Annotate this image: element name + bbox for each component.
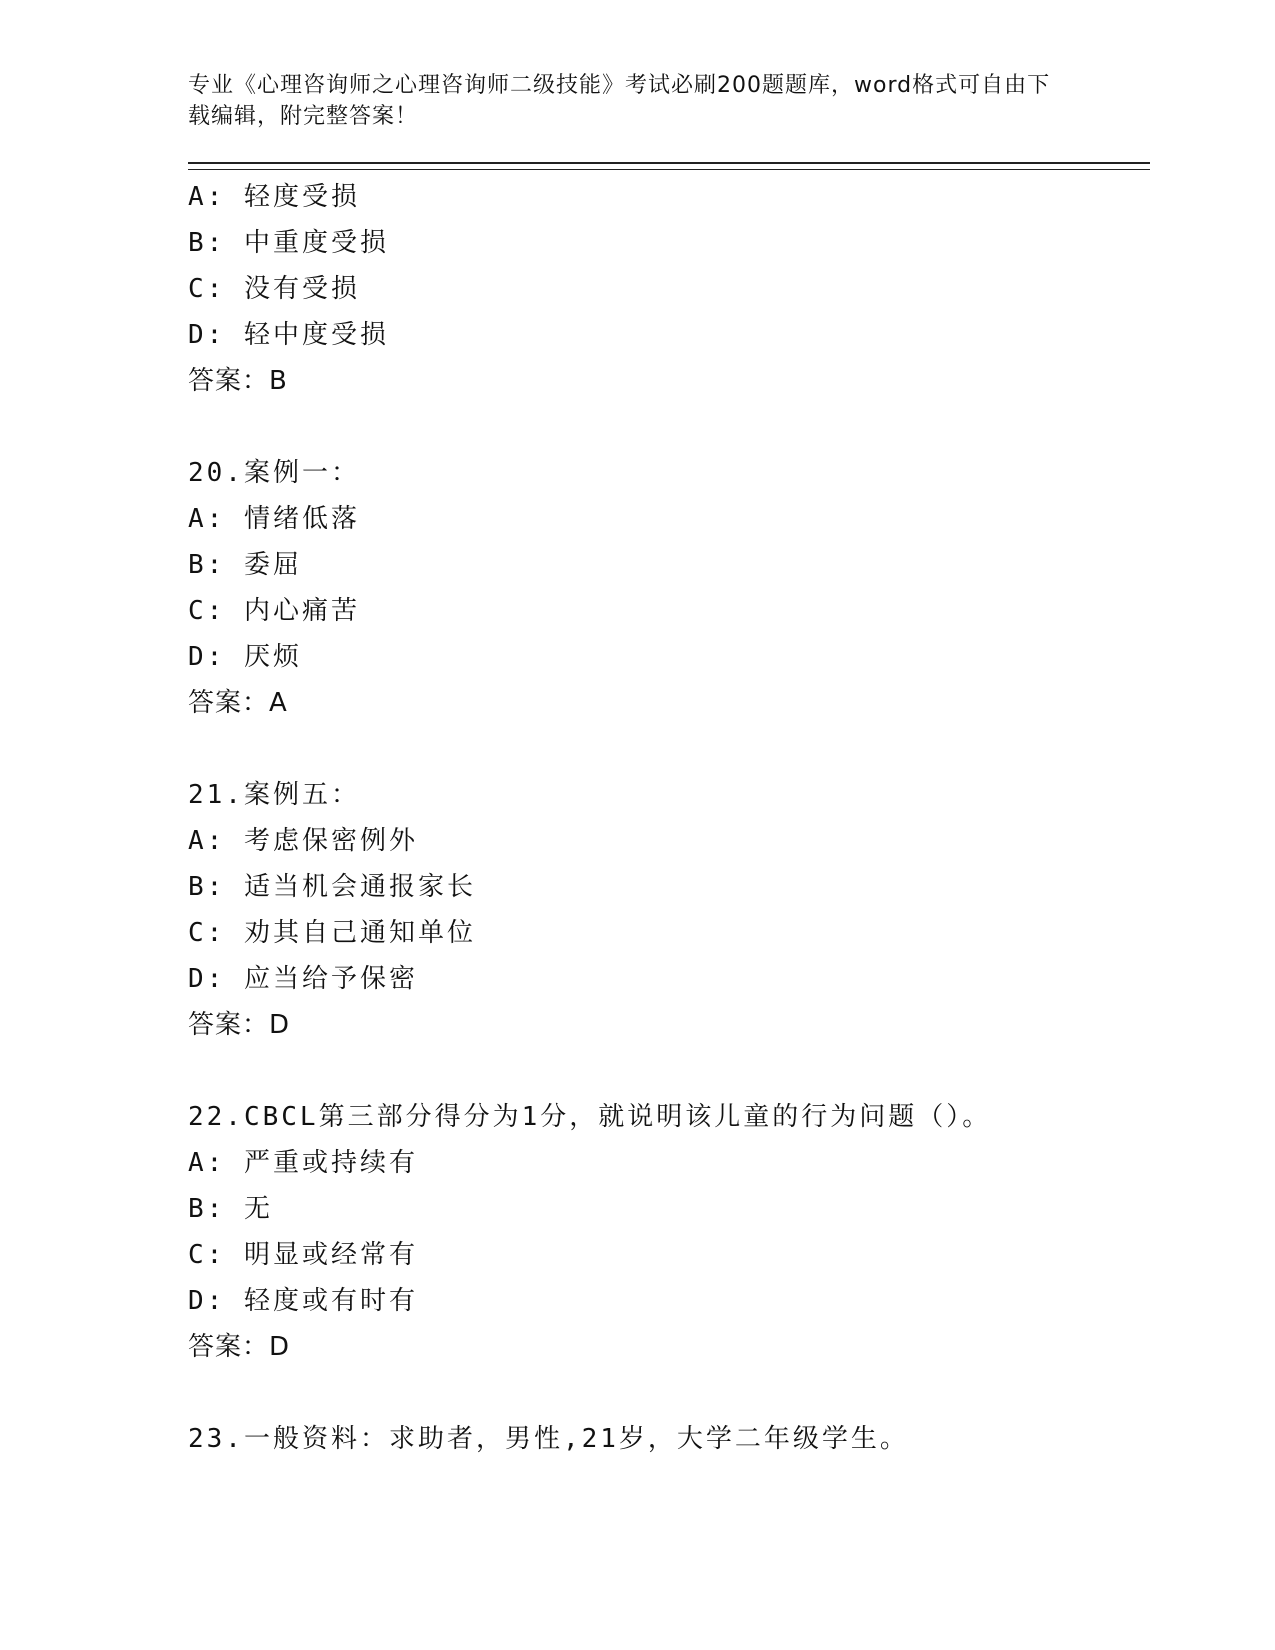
option-c: C: 明显或经常有: [188, 1240, 418, 1270]
option-c: C: 劝其自己通知单位: [188, 918, 476, 948]
question-block: [188, 772, 1150, 1048]
question-block: [188, 450, 1150, 726]
option-d: D: 轻度或有时有: [188, 1286, 418, 1316]
document-page: [188, 70, 1150, 1462]
option-d: D: 轻中度受损: [188, 320, 389, 350]
question-stem: 23.一般资料：求助者，男性,21岁，大学二年级学生。: [188, 1424, 909, 1454]
answer-line: 答案：D: [188, 1010, 291, 1040]
answer-line: 答案：D: [188, 1332, 291, 1362]
option-d: D: 厌烦: [188, 642, 302, 672]
header-divider: [188, 162, 1150, 170]
option-b: B: 中重度受损: [188, 228, 389, 258]
question-block: [188, 1094, 1150, 1370]
question-list: [188, 174, 1150, 1462]
option-c: C: 没有受损: [188, 274, 360, 304]
spacer: [188, 1370, 1150, 1416]
option-b: B: 适当机会通报家长: [188, 872, 476, 902]
option-a: A: 严重或持续有: [188, 1148, 418, 1178]
option-d: D: 应当给予保密: [188, 964, 418, 994]
answer-line: 答案：A: [188, 688, 288, 718]
option-a: A: 情绪低落: [188, 504, 360, 534]
question-stem: 22.CBCL第三部分得分为1分，就说明该儿童的行为问题（）。: [188, 1102, 992, 1132]
option-a: A: 轻度受损: [188, 182, 360, 212]
question-block: [188, 1416, 1150, 1462]
question-stem: 20.案例一：: [188, 458, 360, 488]
option-b: B: 委屈: [188, 550, 302, 580]
document-intro: 专业《心理咨询师之心理咨询师二级技能》考试必刷200题题库，word格式可自由下载编辑，附完整答案！: [188, 73, 1051, 129]
spacer: [188, 404, 1150, 450]
answer-line: 答案：B: [188, 366, 288, 396]
spacer: [188, 1048, 1150, 1094]
question-block: [188, 174, 1150, 404]
option-c: C: 内心痛苦: [188, 596, 360, 626]
question-stem: 21.案例五：: [188, 780, 360, 810]
spacer: [188, 726, 1150, 772]
option-a: A: 考虑保密例外: [188, 826, 418, 856]
option-b: B: 无: [188, 1194, 273, 1224]
